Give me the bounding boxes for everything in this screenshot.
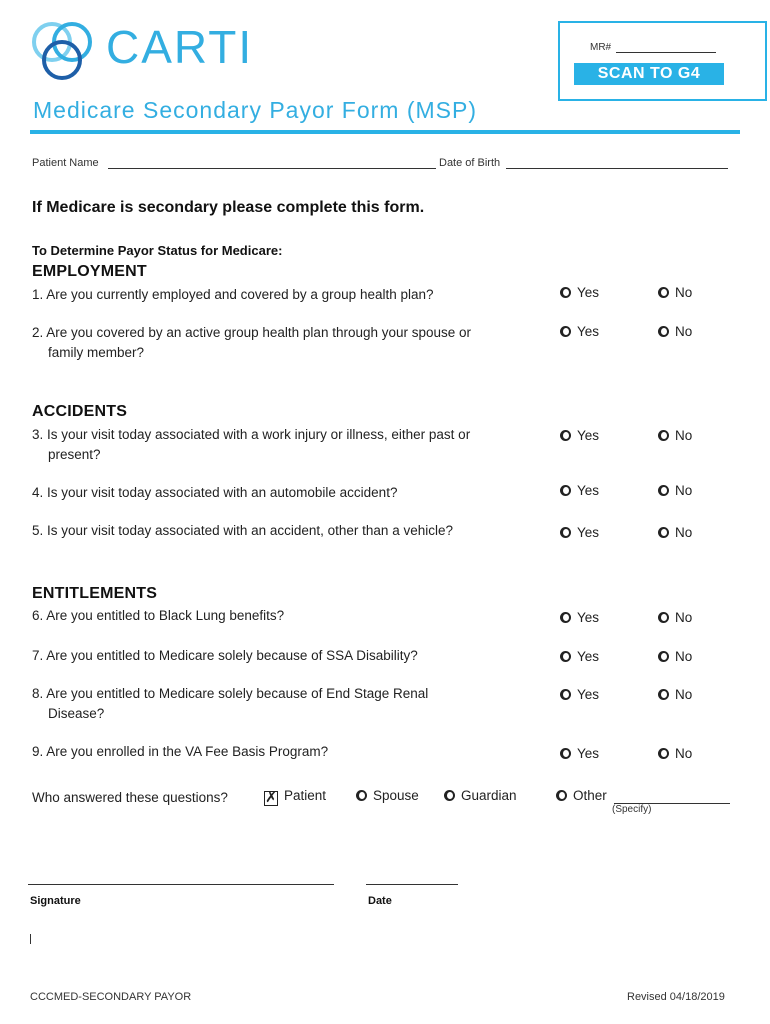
patient-name-label: Patient Name — [32, 157, 99, 169]
radio-circle-icon — [658, 527, 669, 538]
intro-text: If Medicare is secondary please complete this form. — [32, 199, 425, 216]
q4-yes-option[interactable]: Yes — [560, 483, 599, 498]
footer-revised-date: Revised 04/18/2019 — [627, 991, 725, 1003]
question-5: 5. Is your visit today associated with an accident, other than a vehicle? — [32, 523, 453, 538]
carti-logo-icon — [28, 16, 98, 86]
radio-circle-icon — [658, 485, 669, 496]
q2-yes-option[interactable]: Yes — [560, 324, 599, 339]
mr-number-field[interactable] — [616, 52, 716, 53]
title-divider — [30, 130, 740, 134]
radio-circle-icon — [356, 790, 367, 801]
section-heading-accidents: ACCIDENTS — [32, 403, 128, 420]
q8-yes-option[interactable]: Yes — [560, 687, 599, 702]
respondent-spouse-option[interactable]: Spouse — [356, 788, 419, 803]
dob-field[interactable] — [506, 168, 728, 169]
q3-no-option[interactable]: No — [658, 428, 692, 443]
q9-yes-option[interactable]: Yes — [560, 746, 599, 761]
subintro-text: To Determine Payor Status for Medicare: — [32, 243, 283, 258]
radio-circle-icon — [560, 287, 571, 298]
radio-circle-icon — [658, 326, 669, 337]
q9-no-option[interactable]: No — [658, 746, 692, 761]
question-4: 4. Is your visit today associated with an automobile accident? — [32, 485, 398, 500]
q4-no-option[interactable]: No — [658, 483, 692, 498]
section-heading-employment: EMPLOYMENT — [32, 263, 147, 280]
respondent-other-option[interactable]: Other — [556, 788, 607, 803]
radio-circle-icon — [560, 748, 571, 759]
radio-circle-icon — [560, 326, 571, 337]
form-title: Medicare Secondary Payor Form (MSP) — [33, 97, 478, 123]
q7-no-option[interactable]: No — [658, 649, 692, 664]
radio-circle-icon — [658, 287, 669, 298]
checked-x-icon: ✗ — [265, 789, 278, 806]
question-1: 1. Are you currently employed and covered by a group health plan? — [32, 287, 434, 302]
respondent-guardian-option[interactable]: Guardian — [444, 788, 517, 803]
q3-yes-option[interactable]: Yes — [560, 428, 599, 443]
q8-no-option[interactable]: No — [658, 687, 692, 702]
radio-circle-icon — [560, 612, 571, 623]
scan-badge: SCAN TO G4 — [574, 63, 724, 85]
q6-no-option[interactable]: No — [658, 610, 692, 625]
section-heading-entitlements: ENTITLEMENTS — [32, 585, 158, 602]
question-2: 2. Are you covered by an active group health plan through your spouse or family member? — [32, 325, 472, 360]
respondent-patient-option[interactable]: ✗ Patient — [265, 788, 327, 806]
radio-circle-icon — [658, 748, 669, 759]
radio-circle-icon — [444, 790, 455, 801]
q5-yes-option[interactable]: Yes — [560, 525, 599, 540]
radio-circle-icon — [556, 790, 567, 801]
q1-no-option[interactable]: No — [658, 285, 692, 300]
respondent-question: Who answered these questions? — [32, 790, 228, 805]
question-9: 9. Are you enrolled in the VA Fee Basis Program? — [32, 744, 329, 759]
footer-form-code: CCCMED-SECONDARY PAYOR — [30, 991, 192, 1003]
q7-yes-option[interactable]: Yes — [560, 649, 599, 664]
dob-label: Date of Birth — [439, 157, 501, 169]
radio-circle-icon — [560, 527, 571, 538]
patient-name-field[interactable] — [108, 168, 436, 169]
logo-text: CARTI — [106, 21, 254, 73]
question-3: 3. Is your visit today associated with a work injury or illness, either past or present? — [32, 427, 471, 462]
radio-circle-icon — [560, 485, 571, 496]
radio-circle-icon — [658, 689, 669, 700]
question-7: 7. Are you entitled to Medicare solely because of SSA Disability? — [32, 648, 418, 663]
question-6: 6. Are you entitled to Black Lung benefits? — [32, 608, 285, 623]
signature-label: Signature — [30, 895, 81, 907]
mr-box — [558, 21, 767, 101]
specify-label: (Specify) — [612, 804, 652, 815]
radio-circle-icon — [658, 430, 669, 441]
date-field[interactable] — [366, 884, 458, 885]
mr-label: MR# — [590, 42, 612, 53]
q6-yes-option[interactable]: Yes — [560, 610, 599, 625]
radio-circle-icon — [658, 612, 669, 623]
q5-no-option[interactable]: No — [658, 525, 692, 540]
question-8: 8. Are you entitled to Medicare solely because of End Stage Renal Disease? — [32, 686, 429, 721]
q2-no-option[interactable]: No — [658, 324, 692, 339]
radio-circle-icon — [560, 689, 571, 700]
text-cursor-mark — [30, 934, 31, 944]
radio-circle-icon — [560, 651, 571, 662]
signature-field[interactable] — [28, 884, 334, 885]
radio-circle-icon — [658, 651, 669, 662]
date-label: Date — [368, 895, 392, 907]
q1-yes-option[interactable]: Yes — [560, 285, 599, 300]
radio-circle-icon — [560, 430, 571, 441]
